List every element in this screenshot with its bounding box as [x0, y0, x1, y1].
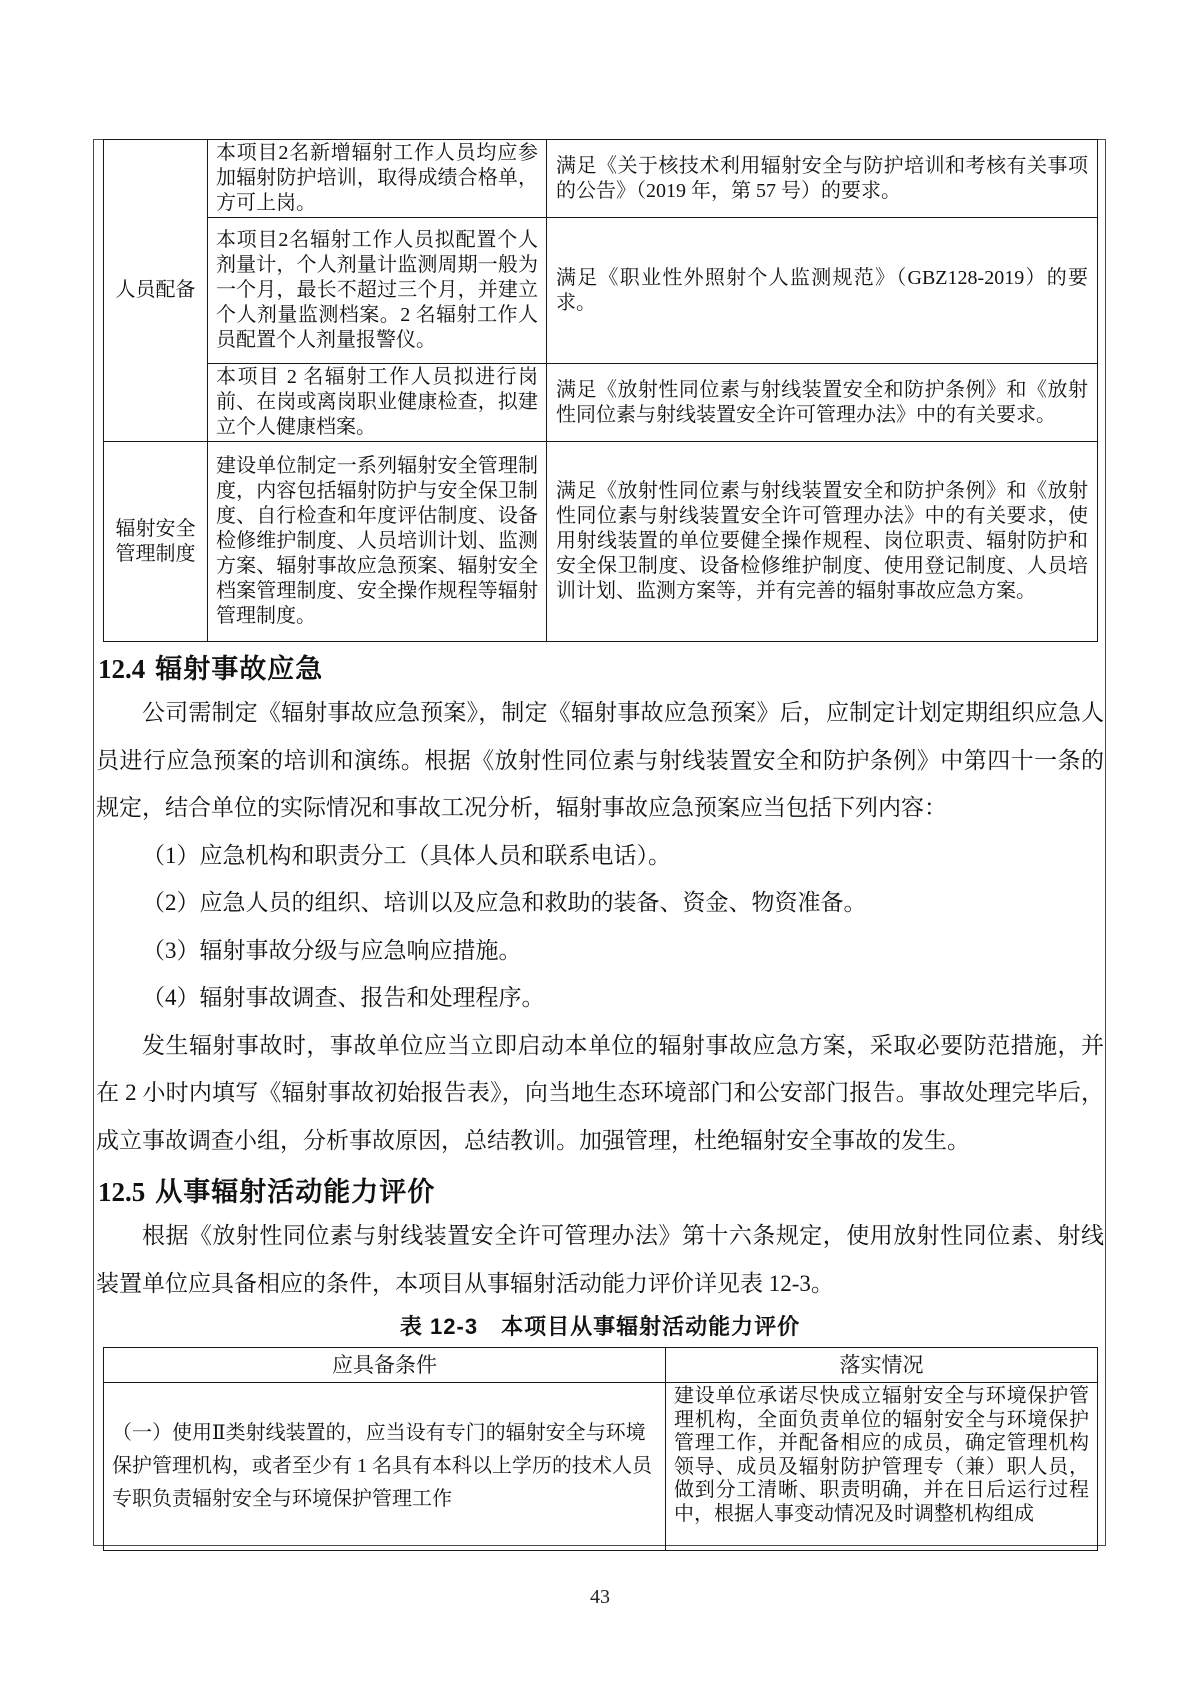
table-row	[104, 218, 1098, 364]
body-text	[94, 641, 1106, 1551]
table-row	[104, 364, 1098, 442]
measure-cell-dosimeter: 本项目2名辐射工作人员拟配置个人剂量计，个人剂量计监测周期一般为一个月，最长不超过三个月，并建立个人剂量监测档案。2 名辐射工作人员配置个人剂量报警仪。	[208, 218, 547, 364]
list-item-4: （4）辐射事故调查、报告和处理程序。	[142, 985, 545, 1010]
section-heading-12-4	[98, 649, 1106, 689]
page-number: 43	[590, 1586, 610, 1608]
list-item-2: （2）应急人员的组织、培训以及应急和救助的装备、资金、物资准备。	[142, 890, 867, 915]
table-row	[104, 1383, 1098, 1551]
row-label-personnel: 人员配备	[104, 140, 208, 442]
compliance-cell-safety-system: 满足《放射性同位素与射线装置安全和防护条例》和《放射性同位素与射线装置安全许可管理办法》中的有关要求，使用射线装置的单位要健全操作规程、岗位职责、辐射防护和安全保卫制度、设备检修维护制度、使用登记制度、人员培训计划、监测方案等，并有完善的辐射事故应急方案。	[547, 442, 1098, 642]
row-label-safety-system: 辐射安全管理制度	[104, 442, 208, 642]
implementation-cell	[666, 1383, 1098, 1551]
implementation-text: 建设单位承诺尽快成立辐射安全与环境保护管理机构，全面负责单位的辐射安全与环境保护管理工作，并配备相应的成员，确定管理机构领导、成员及辐射防护管理专（兼）职人员，做到分工清晰、职责明确，并在日后运行过程中，根据人事变动情况及时调整机构组成	[674, 1385, 1089, 1525]
table-row	[104, 140, 1098, 218]
table-caption: 表 12-3 本项目从事辐射活动能力评价	[399, 1314, 801, 1339]
radiation-management-table	[103, 139, 1098, 642]
capability-evaluation-table	[103, 1347, 1098, 1551]
paragraph: 根据《放射性同位素与射线装置安全许可管理办法》第十六条规定，使用放射性同位素、射线装置单位应具备相应的条件，本项目从事辐射活动能力评价详见表 12-3。	[96, 1223, 1104, 1296]
section-title: 辐射事故应急	[155, 654, 324, 684]
list-item-3: （3）辐射事故分级与应急响应措施。	[142, 937, 522, 963]
compliance-cell-health-check: 满足《放射性同位素与射线装置安全和防护条例》和《放射性同位素与射线装置安全许可管理办法》中的有关要求。	[547, 364, 1098, 442]
compliance-cell-training: 满足《关于核技术利用辐射安全与防护培训和考核有关事项的公告》（2019 年，第 57 号）的要求。	[547, 140, 1098, 218]
table-row	[104, 442, 1098, 642]
paragraph: 公司需制定《辐射事故应急预案》，制定《辐射事故应急预案》后，应制定计划定期组织应急人员进行应急预案的培训和演练。根据《放射性同位素与射线装置安全和防护条例》中第四十一条的规定，结合单位的实际情况和事故工况分析，辐射事故应急预案应当包括下列内容：	[96, 700, 1104, 820]
section-number: 12.5	[98, 1177, 146, 1207]
table-header-row	[104, 1348, 1098, 1383]
header-cell-condition: 应具备条件	[104, 1348, 666, 1383]
list-item-1: （1）应急机构和职责分工（具体人员和联系电话）。	[142, 842, 671, 868]
condition-cell: （一）使用Ⅱ类射线装置的，应当设有专门的辐射安全与环境保护管理机构，或者至少有 1 名具有本科以上学历的技术人员专职负责辐射安全与环境保护管理工作	[104, 1383, 666, 1551]
compliance-cell-dosimeter: 满足《职业性外照射个人监测规范》（GBZ128-2019）的要求。	[547, 218, 1098, 364]
section-title: 从事辐射活动能力评价	[155, 1177, 436, 1207]
measure-cell-health-check: 本项目 2 名辐射工作人员拟进行岗前、在岗或离岗职业健康检查，拟建立个人健康档案。	[208, 364, 547, 442]
paragraph: 发生辐射事故时，事故单位应当立即启动本单位的辐射事故应急方案，采取必要防范措施，并在 2 小时内填写《辐射事故初始报告表》，向当地生态环境部门和公安部门报告。事故处理完毕后，成立事故调查小组，分析事故原因，总结教训。加强管理，杜绝辐射安全事故的发生。	[96, 1032, 1104, 1153]
measure-cell-training: 本项目2名新增辐射工作人员均应参加辐射防护培训，取得成绩合格单，方可上岗。	[208, 140, 547, 218]
section-heading-12-5	[98, 1172, 1106, 1212]
measure-cell-safety-system: 建设单位制定一系列辐射安全管理制度，内容包括辐射防护与安全保卫制度、自行检查和年度评估制度、设备检修维护制度、人员培训计划、监测方案、辐射事故应急预案、辐射安全档案管理制度、安全操作规程等辐射管理制度。	[208, 442, 547, 642]
section-number: 12.4	[98, 654, 146, 684]
header-cell-implementation: 落实情况	[666, 1348, 1098, 1383]
